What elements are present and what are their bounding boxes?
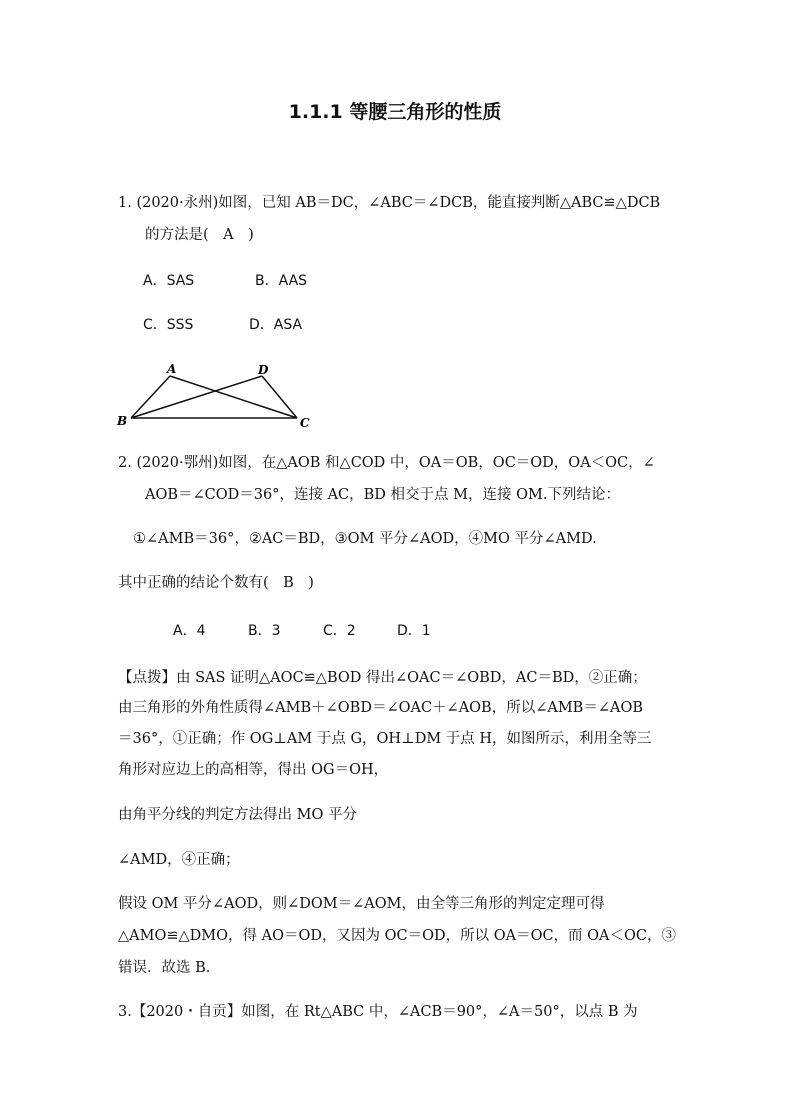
q2-question: 其中正确的结论个数有( B ): [118, 575, 314, 591]
q1-triangle-figure: [112, 360, 322, 432]
label-c: C: [300, 416, 310, 430]
q2-option-b: B．3: [248, 623, 281, 639]
q3-stem-line1: 3.【2020・自贡】如图，在 Rt△ABC 中，∠ACB＝90°，∠A＝50°，以点 B 为: [118, 1004, 638, 1020]
label-b: B: [117, 414, 128, 428]
q1-stem-line1: 1. (2020·永州)如图，已知 AB＝DC，∠ABC＝∠DCB，能直接判断△ABC≌△DCB: [118, 195, 661, 211]
q1-option-d: D．ASA: [249, 317, 303, 333]
q1-option-a: A．SAS: [143, 273, 195, 289]
hint-line3: ＝36°，①正确；作 OG⊥AM 于点 G，OH⊥DM 于点 H，如图所示，利用全等三: [118, 731, 652, 747]
q2-stem-line2: AOB＝∠COD＝36°，连接 AC，BD 相交于点 M，连接 OM.下列结论：: [145, 487, 620, 503]
q2-option-d: D．1: [397, 623, 431, 639]
hint-line6: ∠AMD，④正确；: [118, 852, 240, 868]
hint-line9: 错误．故选 B.: [118, 960, 211, 976]
q2-conclusions: ①∠AMB＝36°，②AC＝BD，③OM 平分∠AOD，④MO 平分∠AMD.: [133, 531, 597, 547]
page-title: 1.1.1 等腰三角形的性质: [288, 101, 502, 123]
hint-line2: 由三角形的外角性质得∠AMB＋∠OBD＝∠OAC＋∠AOB，所以∠AMB＝∠AOB: [118, 700, 643, 716]
q1-option-b: B．AAS: [255, 273, 308, 289]
q2-option-a: A．4: [173, 623, 206, 639]
segment-ac: [170, 376, 297, 418]
label-a: A: [167, 362, 177, 376]
hint-line7: 假设 OM 平分∠AOD，则∠DOM＝∠AOM，由全等三角形的判定定理可得: [118, 896, 605, 912]
q1-stem-line2: 的方法是( A ): [145, 227, 254, 243]
q1-option-c: C．SSS: [143, 317, 194, 333]
q2-stem-line1: 2. (2020·鄂州)如图，在△AOB 和△COD 中，OA＝OB，OC＝OD，OA＜OC，∠: [118, 455, 655, 471]
hint-line8: △AMO≌△DMO，得 AO＝OD，又因为 OC＝OD，所以 OA＝OC，而 OA＜OC，③: [118, 928, 677, 944]
q2-option-c: C．2: [323, 623, 356, 639]
label-d: D: [258, 363, 269, 377]
hint-line4: 角形对应边上的高相等，得出 OG＝OH，: [118, 762, 389, 778]
hint-line1: 【点拨】由 SAS 证明△AOC≌△BOD 得出∠OAC＝∠OBD，AC＝BD，②正确；: [118, 670, 647, 686]
hint-line5: 由角平分线的判定方法得出 MO 平分: [118, 807, 357, 823]
